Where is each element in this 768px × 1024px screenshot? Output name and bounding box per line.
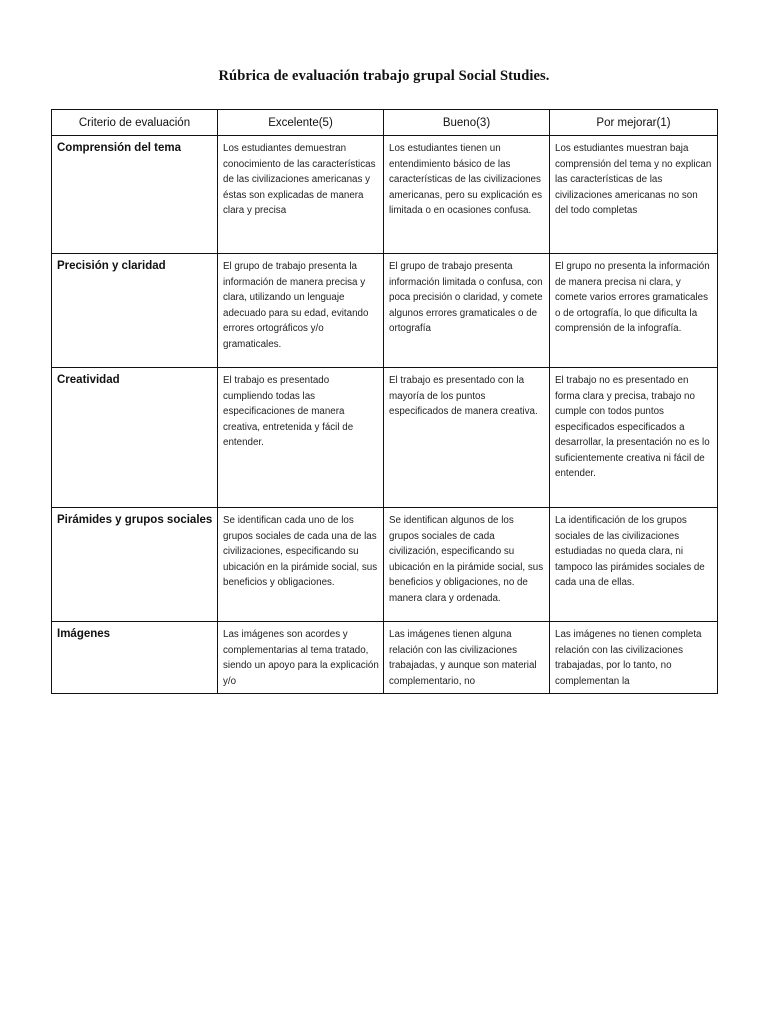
bueno-cell: Las imágenes tienen alguna relación con las civilizaciones trabajadas, y aunque son material complementario, no [384, 622, 550, 694]
criterion-cell: Comprensión del tema [52, 136, 218, 254]
mejorar-cell: El grupo no presenta la información de manera precisa ni clara, y comete varios errores gramaticales o de ortografía, lo que dificulta la comprensión de la infografía. [550, 254, 718, 368]
header-por-mejorar: Por mejorar(1) [550, 110, 718, 136]
bueno-cell: Los estudiantes tienen un entendimiento básico de las características de las civilizaciones americanas, pero su explicación es limitada o en ocasiones confusa. [384, 136, 550, 254]
table-row [52, 508, 718, 622]
table-row [52, 254, 718, 368]
bueno-cell: Se identifican algunos de los grupos sociales de cada civilización, especificando su ubicación en la pirámide social, sus beneficios y obligaciones, no de manera clara y ordenada. [384, 508, 550, 622]
excelente-cell: El trabajo es presentado cumpliendo todas las especificaciones de manera creativa, entretenida y fácil de entender. [218, 368, 384, 508]
rubric-table [51, 109, 718, 694]
criterion-cell: Imágenes [52, 622, 218, 694]
bueno-cell: El trabajo es presentado con la mayoría de los puntos especificados de manera creativa. [384, 368, 550, 508]
mejorar-cell: La identificación de los grupos sociales de las civilizaciones estudiadas no queda clara, ni tampoco las pirámides sociales de cada una de ellas. [550, 508, 718, 622]
excelente-cell: El grupo de trabajo presenta la información de manera precisa y clara, utilizando un lenguaje adecuado para su edad, evitando errores ortográficos y/o gramaticales. [218, 254, 384, 368]
document-title: Rúbrica de evaluación trabajo grupal Social Studies. [218, 68, 550, 84]
excelente-cell: Los estudiantes demuestran conocimiento de las características de las civilizaciones americanas y éstas son explicadas de manera clara y precisa [218, 136, 384, 254]
mejorar-cell: El trabajo no es presentado en forma clara y precisa, trabajo no cumple con todos puntos especificados especificados a desarrollar, la presentación no es lo suficientemente creativa ni fácil de entender. [550, 368, 718, 508]
criterion-cell: Precisión y claridad [52, 254, 218, 368]
table-row [52, 622, 718, 694]
criterion-cell: Creatividad [52, 368, 218, 508]
mejorar-cell: Las imágenes no tienen completa relación con las civilizaciones trabajadas, por lo tanto, no complementan la [550, 622, 718, 694]
header-bueno: Bueno(3) [384, 110, 550, 136]
excelente-cell: Las imágenes son acordes y complementarias al tema tratado, siendo un apoyo para la explicación y/o [218, 622, 384, 694]
header-excelente: Excelente(5) [218, 110, 384, 136]
mejorar-cell: Los estudiantes muestran baja comprensión del tema y no explican las características de las civilizaciones americanas no son del todo completas [550, 136, 718, 254]
header-row [52, 110, 718, 136]
table-row [52, 136, 718, 254]
excelente-cell: Se identifican cada uno de los grupos sociales de cada una de las civilizaciones, especificando su ubicación en la pirámide social, sus beneficios y obligaciones. [218, 508, 384, 622]
bueno-cell: El grupo de trabajo presenta información limitada o confusa, con poca precisión o claridad, y comete algunos errores gramaticales o de ortografía [384, 254, 550, 368]
header-criterio: Criterio de evaluación [52, 110, 218, 136]
table-row [52, 368, 718, 508]
criterion-cell: Pirámides y grupos sociales [52, 508, 218, 622]
